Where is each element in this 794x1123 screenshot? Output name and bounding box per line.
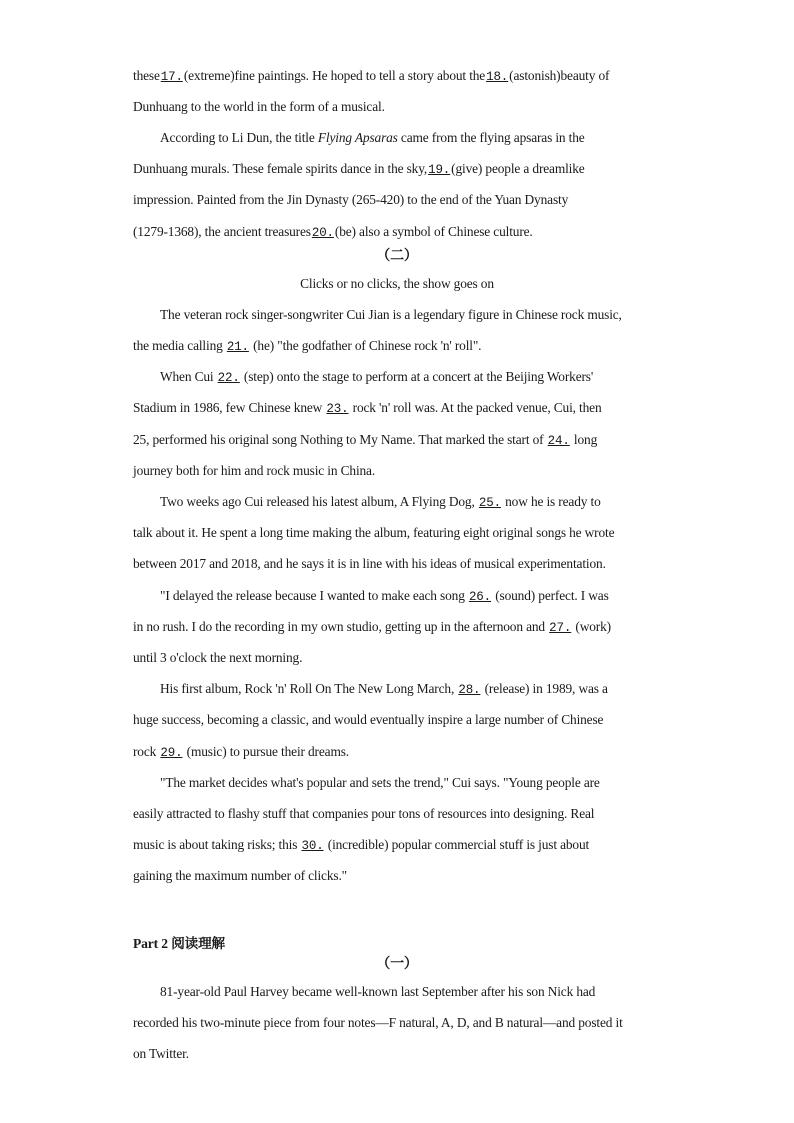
text-line — [133, 337, 481, 356]
text-line — [133, 431, 597, 450]
text: (work) — [572, 619, 611, 634]
text: Two weeks ago Cui released his latest album, A Flying Dog, — [160, 494, 478, 509]
text-line: talk about it. He spent a long time making the album, featuring eight original songs he wrote — [133, 525, 615, 540]
text: (extreme)fine paintings. He hoped to tell a story about the — [183, 68, 486, 83]
blank-18[interactable]: 18. — [486, 70, 509, 84]
blank-27[interactable]: 27. — [549, 621, 572, 635]
blank-23[interactable]: 23. — [326, 402, 349, 416]
text-line — [160, 680, 608, 699]
text: His first album, Rock 'n' Roll On The New Long March, — [160, 681, 458, 696]
text-line: 81-year-old Paul Harvey became well-known last September after his son Nick had — [160, 984, 596, 999]
text-line — [160, 493, 601, 512]
text: in no rush. I do the recording in my own studio, getting up in the afternoon and — [133, 619, 549, 634]
text: rock 'n' roll was. At the packed venue, Cui, then — [349, 400, 602, 415]
blank-24[interactable]: 24. — [547, 434, 570, 448]
text-line: The veteran rock singer-songwriter Cui Jian is a legendary figure in Chinese rock music, — [160, 307, 622, 322]
text: (step) onto the stage to perform at a concert at the Beijing Workers' — [240, 369, 594, 384]
text: (give) people a dreamlike — [451, 161, 585, 176]
text: (sound) perfect. I was — [492, 588, 609, 603]
text: rock — [133, 744, 160, 759]
text: (incredible) popular commercial stuff is just about — [324, 837, 590, 852]
text: came from the flying apsaras in the — [397, 130, 585, 145]
text-line — [133, 399, 602, 418]
text: long — [570, 432, 598, 447]
section-heading: （一） — [376, 957, 418, 972]
text-line — [160, 368, 593, 387]
text-line: journey both for him and rock music in China. — [133, 463, 376, 478]
text-line: until 3 o'clock the next morning. — [133, 650, 303, 665]
section-heading: （二） — [376, 249, 418, 264]
italic-title: Flying Apsaras — [317, 130, 398, 145]
text-line — [160, 129, 585, 147]
text: (be) also a symbol of Chinese culture. — [334, 224, 533, 239]
text: (music) to pursue their dreams. — [183, 744, 349, 759]
text: 25, performed his original song Nothing to My Name. That marked the start of — [133, 432, 547, 447]
text: (1279-1368), the ancient treasures — [133, 224, 311, 239]
text: (release) in 1989, was a — [481, 681, 608, 696]
blank-22[interactable]: 22. — [217, 371, 240, 385]
text-line: easily attracted to flashy stuff that companies pour tons of resources into designing. Real — [133, 806, 595, 821]
text: "I delayed the release because I wanted to make each song — [160, 588, 468, 603]
text: music is about taking risks; this — [133, 837, 301, 852]
text: Dunhuang murals. These female spirits dance in the sky, — [133, 161, 428, 176]
part-heading: Part 2 阅读理解 — [133, 936, 225, 951]
text-line — [133, 160, 585, 179]
text: (he) "the godfather of Chinese rock 'n' roll". — [249, 338, 482, 353]
text-line: "The market decides what's popular and sets the trend," Cui says. "Young people are — [160, 775, 600, 790]
blank-21[interactable]: 21. — [226, 340, 249, 354]
blank-20[interactable]: 20. — [311, 226, 334, 240]
text-line: between 2017 and 2018, and he says it is in line with his ideas of musical experimentation. — [133, 556, 606, 571]
text-line — [133, 223, 533, 242]
text-line: recorded his two-minute piece from four notes—F natural, A, D, and B natural—and posted it — [133, 1015, 623, 1030]
text: When Cui — [160, 369, 217, 384]
text-line: Dunhuang to the world in the form of a musical. — [133, 99, 385, 114]
text-line: gaining the maximum number of clicks." — [133, 868, 347, 883]
text: (astonish)beauty of — [509, 68, 610, 83]
blank-30[interactable]: 30. — [301, 839, 324, 853]
text: Stadium in 1986, few Chinese knew — [133, 400, 326, 415]
passage-title: Clicks or no clicks, the show goes on — [300, 276, 494, 291]
text-line — [133, 836, 589, 855]
text: According to Li Dun, the title — [160, 130, 318, 145]
text-line: impression. Painted from the Jin Dynasty (265-420) to the end of the Yuan Dynasty — [133, 192, 569, 207]
blank-17[interactable]: 17. — [160, 70, 183, 84]
text-line: on Twitter. — [133, 1046, 189, 1061]
text: these — [133, 68, 160, 83]
text-line: huge success, becoming a classic, and would eventually inspire a large number of Chinese — [133, 712, 604, 727]
text-line — [133, 618, 611, 637]
blank-26[interactable]: 26. — [468, 590, 492, 604]
text: now he is ready to — [501, 494, 601, 509]
blank-25[interactable]: 25. — [478, 496, 501, 510]
text-line — [160, 587, 609, 606]
blank-28[interactable]: 28. — [458, 683, 481, 697]
text: the media calling — [133, 338, 226, 353]
text-line — [133, 743, 349, 762]
blank-19[interactable]: 19. — [428, 163, 451, 177]
text-line — [133, 67, 609, 86]
blank-29[interactable]: 29. — [160, 746, 183, 760]
